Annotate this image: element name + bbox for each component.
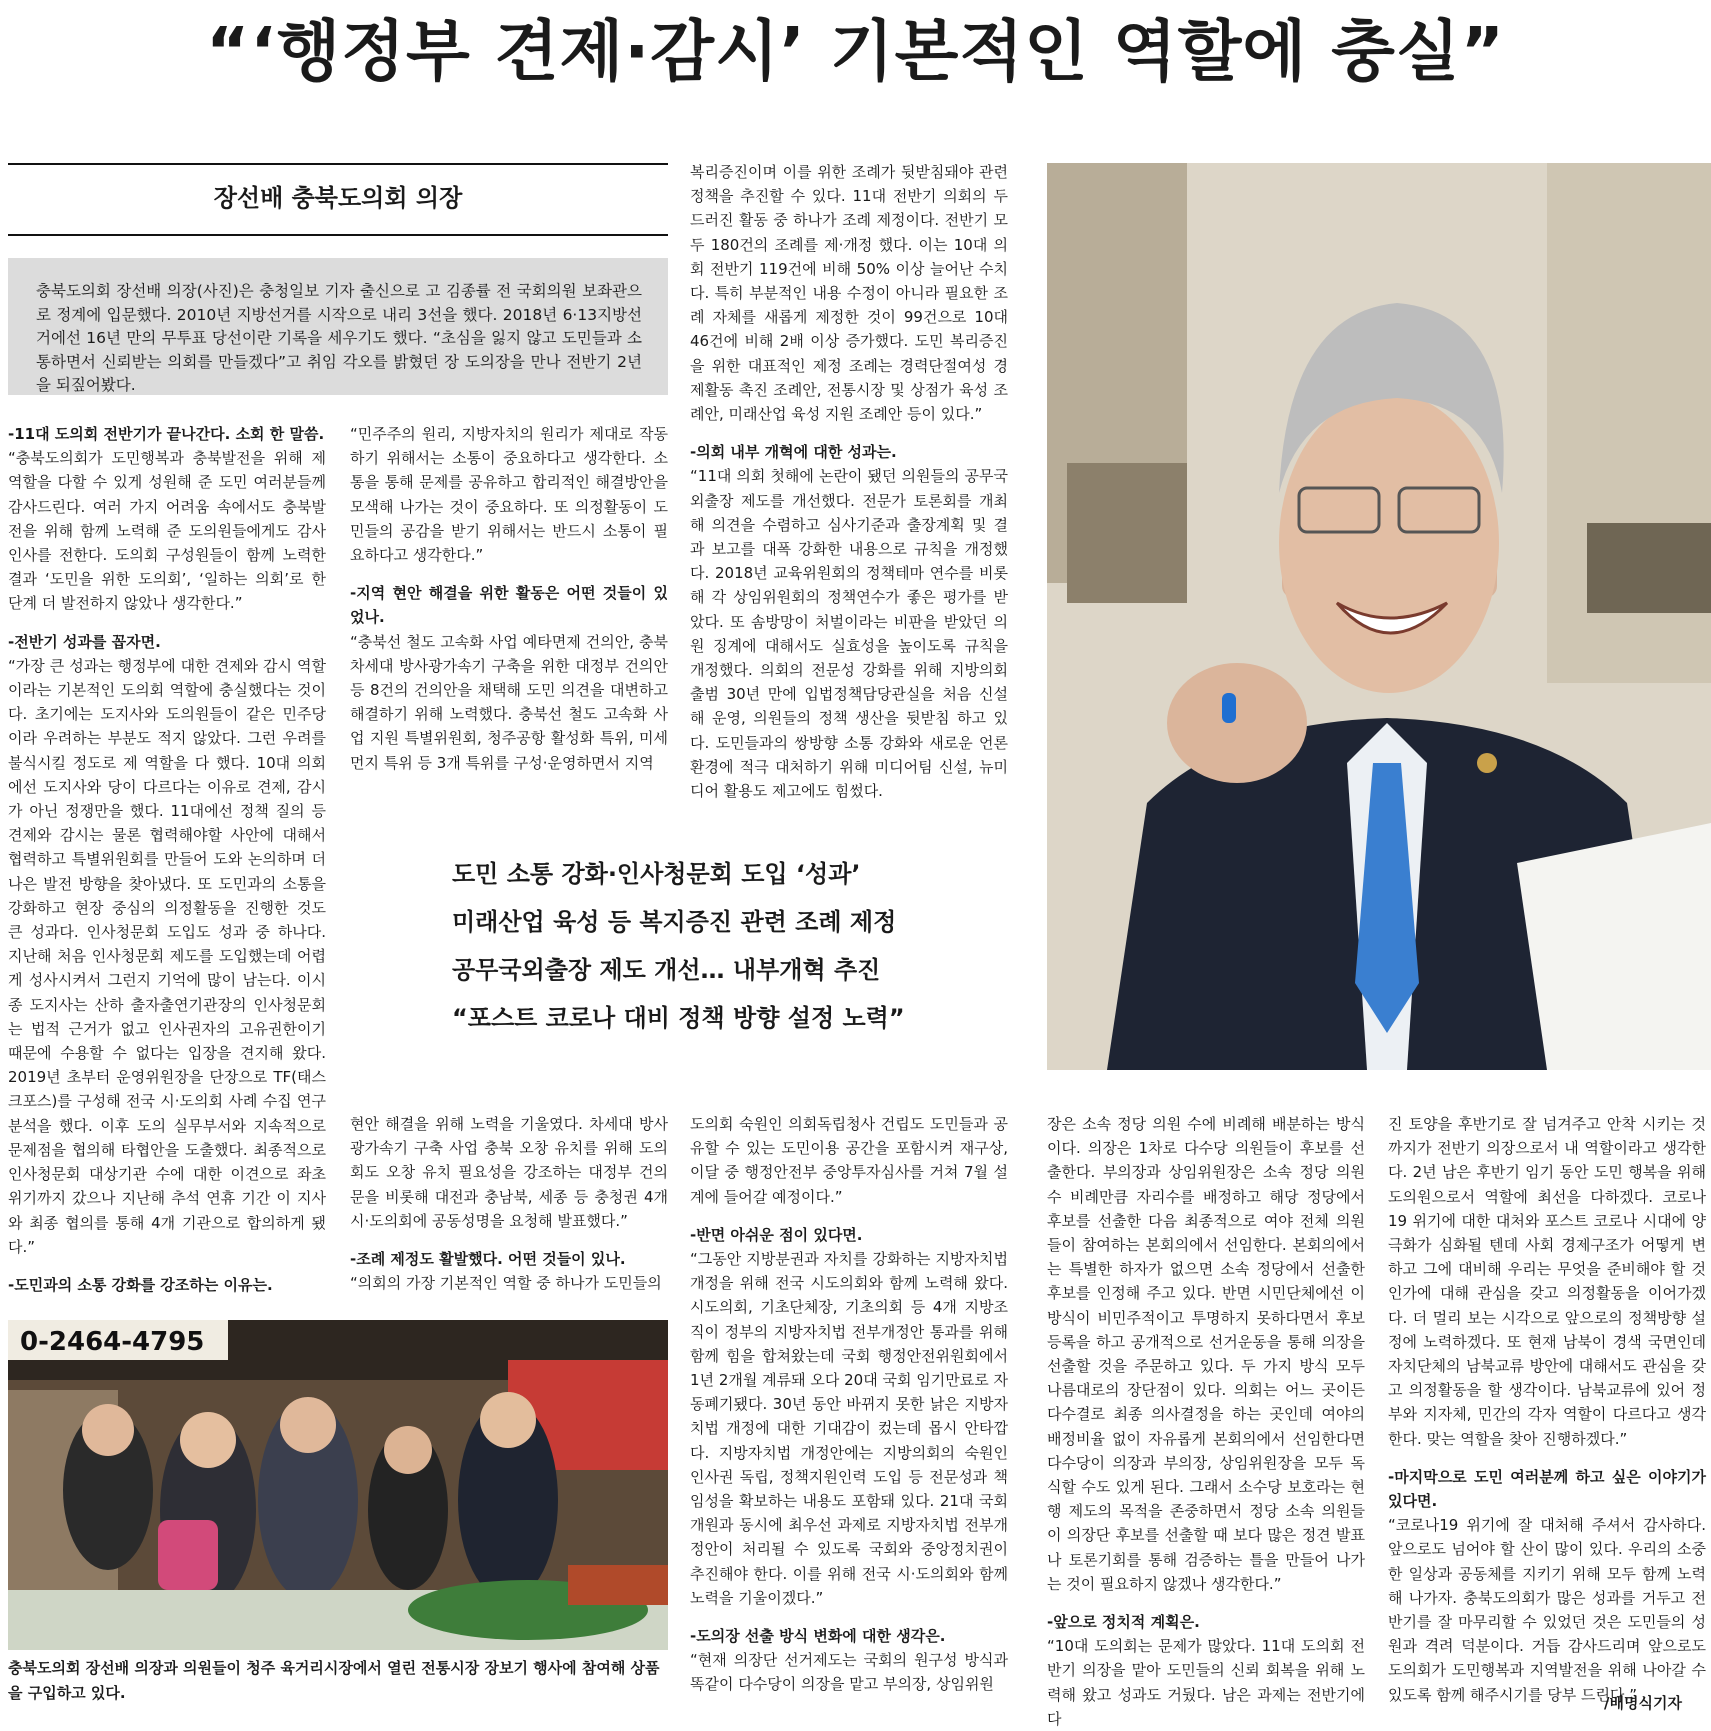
pull-quote-line: 공무국외출장 제도 개선… 내부개혁 추진 xyxy=(452,956,881,984)
subtitle-rule-bottom xyxy=(8,234,668,236)
interview-answer: 장은 소속 정당 의원 수에 비례해 배분하는 방식이다. 의장은 1차로 다수당 의원들이 후보를 선출한다. 부의장과 상임위원장은 소속 정당 의원 수 비례만큼 자리수를 배정하고 해당 정당에서 후보를 선출한 다음 최종적으로 여야 전체 의원들이 참여하는 본회의에서 선임한다. 본회의에서는 특별한 하자가 없으면 소속 정당에서 선출한 후보를 인정해 주고 있다. 반면 시민단체에선 이 방식이 비민주적이고 투명하지 못하다면서 후보등록을 하고 공개적으로 선거운동을 통해 의장을 선출할 것을 주문하고 있다. 두 가지 방식 모두 나름대로의 장단점이 있다. 의회는 어느 곳이든 다수결로 최종 의사결정을 하는 곳인데 여야의 배정비율 없이 자유롭게 본회의에서 선임한다면 다수당이 의장과 부의장, 상임위원장을 모두 독식할 수도 있게 된다. 그래서 소수당 보호라는 현행 제도의 목적을 존중하면서 정당 소속 의원들이 의장단 후보를 선출할 때 보다 많은 정견 발표나 토론기회를 통해 검증하는 틀을 만들어 나가는 것이 필요하지 않겠나 생각한다.” xyxy=(1047,1115,1365,1593)
interview-answer: “현재 의장단 선거제도는 국회의 원구성 방식과 똑같이 다수당이 의장을 맡고 부의장, 상임위원 xyxy=(690,1651,1008,1694)
interview-question: -전반기 성과를 꼽자면. xyxy=(8,632,161,651)
interview-question: -앞으로 정치적 계획은. xyxy=(1047,1613,1200,1632)
interview-answer: 도의회 숙원인 의회독립청사 건립도 도민들과 공유할 수 있는 도민이용 공간을 포함시켜 재구상, 이달 중 행정안전부 중앙투자심사를 거쳐 7월 설계에 들어갈 예정이다.” xyxy=(690,1115,1008,1206)
market-photo xyxy=(8,1320,668,1650)
pull-quote-box xyxy=(452,850,962,1042)
interview-answer: “10대 도의회는 문제가 많았다. 11대 도의회 전반기 의장을 맡아 도민들의 신뢰 회복을 위해 노력해 왔고 성과도 거뒀다. 남은 과제는 전반기에 다 xyxy=(1047,1637,1365,1728)
interview-question: -반면 아쉬운 점이 있다면. xyxy=(690,1225,863,1244)
pull-quote-line: “포스트 코로나 대비 정책 방향 설정 노력” xyxy=(452,1004,905,1032)
article-column-4-bottom xyxy=(1047,1112,1365,1728)
interview-answer: “그동안 지방분권과 자치를 강화하는 지방자치법 개정을 위해 전국 시도의회와 함께 노력해 왔다. 시도의회, 기초단체장, 기초의회 등 4개 지방조직이 정부의 지방자치법 전부개정안 통과를 위해 함께 힘을 합쳐왔는데 국회 행정안전위원회에서 1년 2개월 계류돼 오다 20대 국회 임기만료로 자동폐기됐다. 30년 동안 바뀌지 못한 낡은 지방자치법 개정에 대한 기대감이 컸는데 몹시 안타깝다. 지방자치법 개정안에는 지방의회의 숙원인 인사권 독립, 정책지원인력 도입 등 전문성과 책임성을 확보하는 내용도 포함돼 있다. 21대 국회 개원과 동시에 최우선 과제로 지방자치법 전부개정안이 처리될 수 있도록 국회와 중앙정치권이 추진해야 한다. 이를 위해 전국 시·도의회와 함께 노력을 기울이겠다.” xyxy=(690,1250,1008,1607)
headline: “‘행정부 견제·감시’ 기본적인 역할에 충실” xyxy=(206,13,1505,90)
subtitle-rule-top xyxy=(8,163,668,165)
article-column-1 xyxy=(8,422,326,1294)
interview-answer: “의회의 가장 기본적인 역할 중 하나가 도민들의 xyxy=(350,1274,662,1293)
interview-answer: “코로나19 위기에 잘 대처해 주셔서 감사하다. 앞으로도 넘어야 할 산이 많이 있다. 우리의 소중한 일상과 공동체를 지키기 위해 모두 함께 노력해 나가자. 충북도의회가 많은 성과를 거두고 전반기를 잘 마무리할 수 있었던 것은 도민들의 성원과 격려 덕분이다. 거듭 감사드리며 앞으로도 도의회가 도민행복과 지역발전을 위해 나아갈 수 있도록 함께 해주시기를 당부 드린다.” xyxy=(1388,1516,1706,1704)
interview-answer: “민주주의 원리, 지방자치의 원리가 제대로 작동하기 위해서는 소통이 중요하다고 생각한다. 소통을 통해 문제를 공유하고 합리적인 해결방안을 모색해 나가는 것이 중요하다. 또 의정활동이 도민들의 공감을 받기 위해서는 반드시 소통이 필요하다고 생각한다.” xyxy=(350,425,668,565)
subtitle: 장선배 충북도의회 의장 xyxy=(213,184,463,212)
byline: /배명식기자 xyxy=(1604,1694,1682,1712)
interview-answer: “11대 의회 첫해에 논란이 됐던 의원들의 공무국외출장 제도를 개선했다. 전문가 토론회를 개최해 의견을 수렴하고 심사기준과 출장계획 및 결과 보고를 대폭 강화한 내용으로 규칙을 개정했다. 2018년 교육위원회의 정책테마 연수를 비롯해 각 상임위원회의 정책연수가 좋은 평가를 받았다. 또 솜방망이 처벌이라는 비판을 받았던 의원 징계에 대해서도 실효성을 높이도록 규칙을 개정했다. 의회의 전문성 강화를 위해 지방의회 출범 30년 만에 입법정책담당관실을 처음 신설해 운영, 의원들의 정책 생산을 뒷받침 하고 있다. 도민들과의 쌍방향 소통 강화와 새로운 언론환경에 적극 대처하기 위해 미디어팀 신설, 뉴미디어 활용도 제고에도 힘썼다. xyxy=(690,467,1008,801)
interview-question: -조례 제정도 활발했다. 어떤 것들이 있나. xyxy=(350,1250,626,1269)
interview-question: -지역 현안 해결을 위한 활동은 어떤 것들이 있었나. xyxy=(350,584,668,627)
article-column-2-bottom xyxy=(350,1112,668,1292)
interview-answer: “충북도의회가 도민행복과 충북발전을 위해 제 역할을 다할 수 있게 성원해 준 도민 여러분들께 감사드린다. 여러 가지 어려움 속에서도 충북발전을 위해 함께 노력해 준 도의원들에게도 감사 인사를 전한다. 도의회 구성원들이 함께 노력한 결과 ‘도민을 위한 도의회’, ‘일하는 의회’로 한 단계 더 발전하지 않았나 생각한다.” xyxy=(8,449,326,613)
article-column-3-bottom xyxy=(690,1112,1008,1716)
interview-question: -11대 도의회 전반기가 끝나간다. 소회 한 말씀. xyxy=(8,425,325,443)
interview-question: -도의장 선출 방식 변화에 대한 생각은. xyxy=(690,1627,946,1646)
market-photo-illustration xyxy=(8,1320,668,1650)
interview-photo xyxy=(1047,163,1711,1070)
article-column-2-top xyxy=(350,422,668,794)
interview-answer: 진 토양을 후반기로 잘 넘겨주고 안착 시키는 것까지가 전반기 의장으로서 내 역할이라고 생각한다. 2년 남은 후반기 임기 동안 도민 행복을 위해 도의원으로서 역할에 최선을 다하겠다. 코로나19 위기에 대한 대처와 포스트 코로나 시대에 양극화가 심화될 텐데 사회 경제구조가 어떻게 변하고 그에 대비해 우리는 무엇을 준비해야 할 것인가에 대해 관심을 갖고 의정활동을 이어가겠다. 더 멀리 보는 시각으로 앞으로의 정책방향 설정에 노력하겠다. 또 현재 남북이 경색 국면인데 자치단체의 남북교류 방안에 대해서도 관심을 갖고 의정활동을 할 생각이다. 남북교류에 있어 정부와 지자체, 민간의 각자 역할이 다르다고 생각한다. 맞는 역할을 찾아 진행하겠다.” xyxy=(1388,1115,1706,1448)
interview-answer: “가장 큰 성과는 행정부에 대한 견제와 감시 역할이라는 기본적인 도의회 역할에 충실했다는 것이다. 초기에는 도지사와 도의원들이 같은 민주당이라 우려하는 부분도 적지 않았다. 그런 우려를 불식시킬 정도로 제 역할을 다 했다. 10대 의회에선 도지사와 당이 다르다는 이유로 견제, 감시가 아닌 정쟁만을 했다. 11대에선 정책 질의 등 견제와 감시는 물론 협력해야할 사안에 대해서 협력하고 특별위원회를 만들어 도와 논의하며 더 나은 발전 방향을 찾아냈다. 또 도민과의 소통을 강화하고 현장 중심의 의정활동을 진행한 것도 큰 성과다. 인사청문회 도입도 성과 중 하나다. 지난해 처음 인사청문회 제도를 도입했는데 어렵게 성사시켜서 그런지 기억에 많이 남는다. 이시종 도지사는 산하 출자출연기관장의 인사청문회는 법적 근거가 없고 인사권자의 고유권한이기 때문에 수용할 수 없다는 입장을 견지해 왔다. 2019년 초부터 운영위원장을 단장으로 TF(태스크포스)를 구성해 전국 시·도의회 사례 수집 연구 분석을 했다. 이후 도의 실무부서와 지속적으로 문제점을 협의해 타협안을 도출했다. 최종적으로 인사청문회 대상기관 수에 대한 이견으로 좌초 위기까지 갔으나 지난해 추석 연휴 기간 이 지사와 최종 협의를 통해 4개 기관으로 합의하게 됐다.” xyxy=(8,656,326,1256)
interview-question: -의회 내부 개혁에 대한 성과는. xyxy=(690,443,897,462)
article-column-3-top xyxy=(690,160,1008,801)
market-sign-text: 0-2464-4795 xyxy=(20,1327,205,1357)
photo-caption: 충북도의회 장선배 의장과 의원들이 청주 육거리시장에서 열린 전통시장 장보기 행사에 참여해 상품을 구입하고 있다. xyxy=(8,1659,660,1702)
interview-photo-illustration xyxy=(1047,163,1711,1070)
interview-question: -도민과의 소통 강화를 강조하는 이유는. xyxy=(8,1275,273,1294)
interview-question: -마지막으로 도민 여러분께 하고 싶은 이야기가 있다면. xyxy=(1388,1467,1706,1511)
pull-quote-line: 미래산업 육성 등 복지증진 관련 조례 제정 xyxy=(452,908,897,936)
interview-answer: “충북선 철도 고속화 사업 예타면제 건의안, 충북 차세대 방사광가속기 구축을 위한 대정부 건의안 등 8건의 건의안을 채택해 도민 의견을 대변하고 해결하기 위해 노력했다. 충북선 철도 고속화 사업 지원 특별위원회, 청주공항 활성화 특위, 미세먼지 특위 등 3개 특위를 구성·운영하면서 지역 xyxy=(350,632,668,772)
article-column-5-bottom xyxy=(1388,1112,1706,1716)
interview-answer: 복리증진이며 이를 위한 조례가 뒷받침돼야 관련 정책을 추진할 수 있다. 11대 전반기 의회의 두드러진 활동 중 하나가 조례 제정이다. 전반기 모두 180건의 조례를 제·개정 했다. 이는 10대 의회 전반기 119건에 비해 50% 이상 늘어난 수치다. 특히 부분적인 내용 수정이 아니라 필요한 조례 자체를 새롭게 제정한 것이 99건으로 10대 46건에 비해 2배 이상 증가했다. 도민 복리증진을 위한 대표적인 제정 조례는 경력단절여성 경제활동 촉진 조례안, 전통시장 및 상점가 육성 조례안, 미래산업 육성 지원 조례안 등이 있다.” xyxy=(690,163,1008,424)
pull-quote-line: 도민 소통 강화·인사청문회 도입 ‘성과’ xyxy=(452,860,861,888)
interview-answer: 현안 해결을 위해 노력을 기울였다. 차세대 방사광가속기 구축 사업 충북 오창 유치를 위해 도의회도 오창 유치 필요성을 강조하는 대정부 건의문을 비롯해 대전과 충남북, 세종 등 충청권 4개 시·도의회에 공동성명을 요청해 발표했다.” xyxy=(350,1115,668,1230)
lead-box xyxy=(8,258,668,395)
lead-text: 충북도의회 장선배 의장(사진)은 충청일보 기자 출신으로 고 김종률 전 국회의원 보좌관으로 정계에 입문했다. 2010년 지방선거를 시작으로 내리 3선을 했다. 2018년 6·13지방선거에선 16년 만의 무투표 당선이란 기록을 세우기도 했다. “초심을 잃지 않고 도민들과 소통하면서 신뢰받는 의회를 만들겠다”고 취임 각오를 밝혔던 장 도의장을 만나 전반기 2년을 되짚어봤다. xyxy=(36,282,642,394)
